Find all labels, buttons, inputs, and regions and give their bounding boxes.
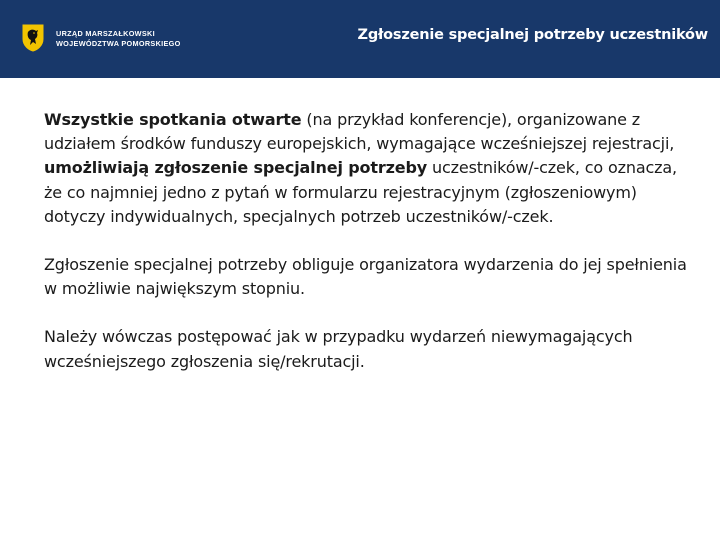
slide-header <box>0 0 720 78</box>
pomorskie-griffin-shield-icon <box>22 24 44 52</box>
text-segment-2: uczestników/-czek, co oznacza, że co najmniej jedno z pytań w formularzu rejestracyjnym (zgłoszeniowym) dotyczy indywidualnych, specjalnych potrzeb uczestników/-czek. <box>44 158 677 226</box>
paragraph-1 <box>44 108 694 229</box>
paragraph-2: Zgłoszenie specjalnej potrzeby obliguje organizatora wydarzenia do jej spełnienia w możliwie największym stopniu. <box>44 255 687 299</box>
text-segment-1: (na przykład konferencje), organizowane z udziałem środków funduszy europejskich, wymagające wcześniejszej rejestracji, <box>44 110 675 154</box>
slide-body <box>44 108 694 398</box>
page-title: Zgłoszenie specjalnej potrzeby uczestników <box>357 27 708 43</box>
paragraph-3: Należy wówczas postępować jak w przypadku wydarzeń niewymagających wcześniejszego zgłoszenia się/rekrutacji. <box>44 327 633 371</box>
bold-phrase-1: Wszystkie spotkania otwarte <box>44 110 302 129</box>
logo-text <box>56 29 181 49</box>
logo-line-1: URZĄD MARSZAŁKOWSKI <box>56 29 155 38</box>
bold-phrase-2: umożliwiają zgłoszenie specjalnej potrzeby <box>44 158 428 178</box>
logo-line-2: WOJEWÓDZTWA POMORSKIEGO <box>56 39 181 48</box>
